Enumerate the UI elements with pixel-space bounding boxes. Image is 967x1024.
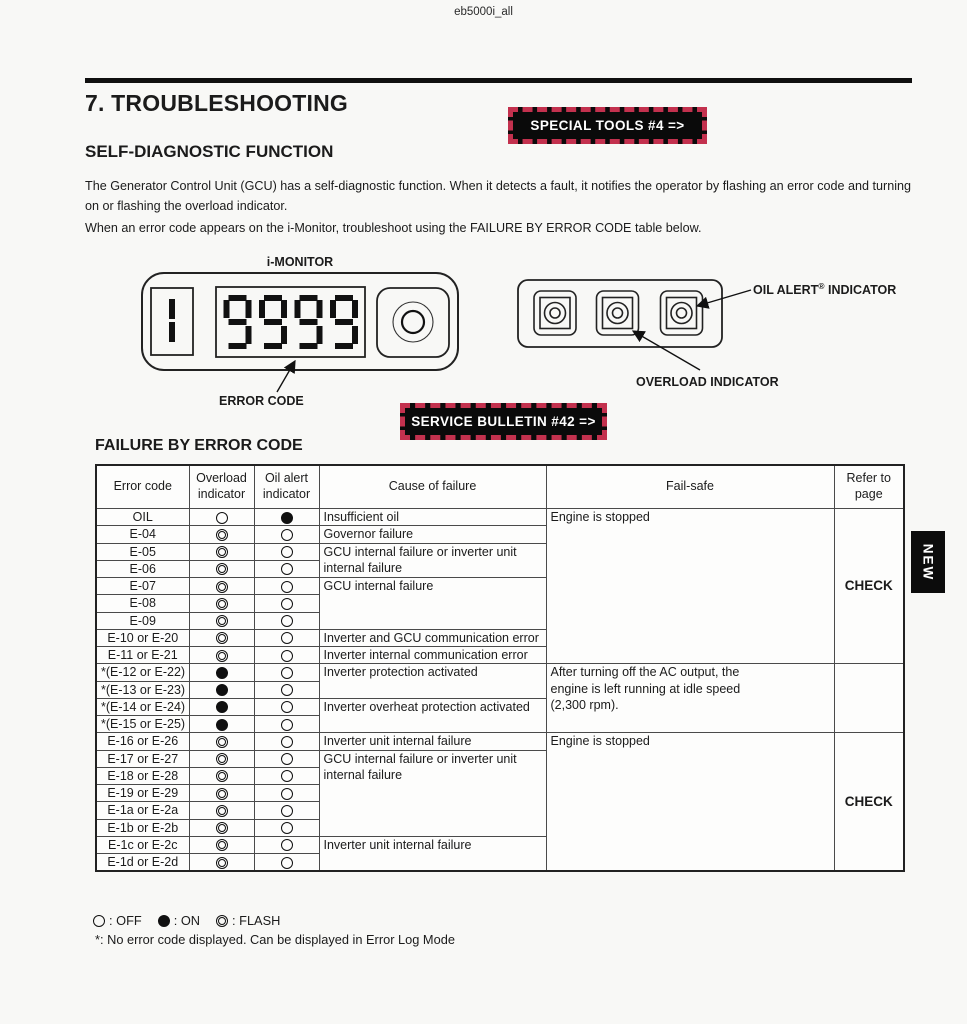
oil-alert-cell	[254, 854, 319, 872]
col-header-oil-alert: Oil alert indicator	[254, 465, 319, 509]
overload-cell	[189, 785, 254, 802]
special-tools-link-stamp[interactable]: SPECIAL TOOLS #4 =>	[508, 107, 707, 144]
legend-on-label: : ON	[173, 913, 201, 928]
oil-alert-cell	[254, 629, 319, 646]
cause-cell: GCU internal failure	[319, 578, 546, 630]
col-header-overload: Overload indicator	[189, 465, 254, 509]
error-code-cell: *(E-14 or E-24)	[96, 698, 189, 715]
failsafe-text: After turning off the AC output, the engine is left running at idle speed (2,300 rpm).	[550, 665, 741, 712]
oil-alert-state-icon	[281, 805, 293, 817]
overload-cell	[189, 664, 254, 681]
cause-cell: Governor failure	[319, 526, 546, 543]
overload-state-icon	[216, 805, 228, 817]
col-header-failsafe: Fail-safe	[546, 465, 834, 509]
legend-item-on	[158, 913, 200, 928]
table-row	[96, 664, 904, 681]
oil-alert-state-icon	[281, 753, 293, 765]
error-code-cell: E-1d or E-2d	[96, 854, 189, 872]
oil-alert-state-icon	[281, 736, 293, 748]
error-code-cell: E-16 or E-26	[96, 733, 189, 750]
oil-alert-cell	[254, 767, 319, 784]
overload-state-icon	[216, 788, 228, 800]
cause-cell: Inverter and GCU communication error	[319, 629, 546, 646]
error-code-cell: E-09	[96, 612, 189, 629]
failsafe-text: Engine is stopped	[550, 510, 650, 524]
overload-cell	[189, 750, 254, 767]
overload-cell	[189, 698, 254, 715]
col-header-error-code: Error code	[96, 465, 189, 509]
overload-cell	[189, 681, 254, 698]
oil-alert-label-text: OIL ALERT	[753, 283, 819, 298]
cause-cell: GCU internal failure or inverter unit internal failure	[319, 543, 546, 578]
failsafe-cell	[546, 733, 834, 872]
oil-alert-cell	[254, 526, 319, 543]
oil-alert-state-icon	[281, 581, 293, 593]
asterisk-footnote: *: No error code displayed. Can be displayed in Error Log Mode	[95, 932, 455, 947]
new-badge	[911, 531, 945, 593]
cause-cell: Insufficient oil	[319, 509, 546, 526]
overload-state-icon	[216, 581, 228, 593]
legend-off-label: : OFF	[109, 913, 142, 928]
section-divider-rule	[85, 78, 912, 83]
overload-cell	[189, 836, 254, 853]
oil-alert-state-icon	[281, 719, 293, 731]
oil-alert-cell	[254, 509, 319, 526]
error-code-cell: E-05	[96, 543, 189, 560]
table-row	[96, 509, 904, 526]
cause-cell: Inverter protection activated	[319, 664, 546, 699]
oil-alert-state-icon	[281, 563, 293, 575]
overload-state-icon	[216, 857, 228, 869]
overload-state-icon	[216, 632, 228, 644]
intro-paragraph-1: The Generator Control Unit (GCU) has a self-diagnostic function. When it detects a fault, it notifies the operator by flashing an error code and turning on or flashing the overload indicator.	[85, 179, 912, 213]
overload-cell	[189, 543, 254, 560]
oil-alert-cell	[254, 716, 319, 733]
overload-state-icon	[216, 615, 228, 627]
intro-paragraph-2: When an error code appears on the i-Monitor, troubleshoot using the FAILURE BY ERROR CODE table below.	[85, 221, 702, 235]
overload-state-icon	[216, 701, 228, 713]
oil-alert-state-icon	[281, 667, 293, 679]
seven-seg-digit-1	[169, 299, 175, 342]
oil-alert-state-icon	[281, 512, 293, 524]
new-badge-label: NEW	[920, 543, 936, 581]
oil-alert-state-icon	[281, 684, 293, 696]
overload-indicator-label: OVERLOAD INDICATOR	[636, 375, 779, 389]
oil-alert-cell	[254, 681, 319, 698]
failure-table-title: FAILURE BY ERROR CODE	[95, 437, 303, 454]
oil-alert-cell	[254, 647, 319, 664]
oil-alert-state-icon	[281, 546, 293, 558]
oil-alert-state-icon	[281, 770, 293, 782]
failsafe-text: Engine is stopped	[550, 734, 650, 749]
oil-alert-cell	[254, 785, 319, 802]
overload-cell	[189, 526, 254, 543]
error-code-cell: E-19 or E-29	[96, 785, 189, 802]
error-code-cell: OIL	[96, 509, 189, 526]
oil-alert-cell	[254, 543, 319, 560]
oil-alert-cell	[254, 733, 319, 750]
overload-cell	[189, 767, 254, 784]
table-row	[96, 733, 904, 750]
off-symbol-icon	[93, 915, 105, 927]
oil-alert-cell	[254, 664, 319, 681]
overload-state-icon	[216, 563, 228, 575]
lamp-panel-drawing	[518, 280, 751, 370]
overload-state-icon	[216, 512, 228, 524]
oil-alert-cell	[254, 595, 319, 612]
section-title: 7. TROUBLESHOOTING	[85, 90, 349, 116]
cause-cell: Inverter unit internal failure	[319, 836, 546, 871]
oil-alert-cell	[254, 750, 319, 767]
overload-state-icon	[216, 650, 228, 662]
overload-cell	[189, 733, 254, 750]
oil-alert-indicator-label	[753, 281, 896, 297]
registered-trademark-symbol: ®	[818, 281, 825, 291]
oil-alert-cell	[254, 578, 319, 595]
overload-cell	[189, 716, 254, 733]
oil-alert-cell	[254, 819, 319, 836]
cause-cell: GCU internal failure or inverter unit internal failure	[319, 750, 546, 836]
overload-cell	[189, 647, 254, 664]
oil-alert-state-icon	[281, 701, 293, 713]
oil-alert-state-icon	[281, 598, 293, 610]
overload-state-icon	[216, 719, 228, 731]
overload-cell	[189, 612, 254, 629]
cause-cell: Inverter internal communication error	[319, 647, 546, 664]
overload-cell	[189, 819, 254, 836]
legend-item-flash	[216, 913, 280, 928]
oil-alert-state-icon	[281, 857, 293, 869]
table-header-row	[96, 465, 904, 509]
oil-alert-cell	[254, 560, 319, 577]
overload-state-icon	[216, 598, 228, 610]
refer-to-page-cell	[834, 664, 904, 733]
document-id: eb5000i_all	[454, 6, 513, 18]
i-monitor-label: i-MONITOR	[266, 255, 334, 269]
overload-state-icon	[216, 546, 228, 558]
legend-item-off	[93, 913, 142, 928]
oil-alert-cell	[254, 836, 319, 853]
overload-cell	[189, 629, 254, 646]
oil-alert-label-suffix: INDICATOR	[824, 283, 897, 298]
overload-cell	[189, 595, 254, 612]
error-code-cell: E-1b or E-2b	[96, 819, 189, 836]
cause-cell: Inverter unit internal failure	[319, 733, 546, 750]
i-monitor-drawing	[142, 273, 458, 392]
error-code-cell: E-18 or E-28	[96, 767, 189, 784]
overload-state-icon	[216, 684, 228, 696]
error-code-cell: E-17 or E-27	[96, 750, 189, 767]
legend-flash-label: : FLASH	[232, 913, 281, 928]
overload-state-icon	[216, 667, 228, 679]
oil-alert-state-icon	[281, 615, 293, 627]
error-code-cell: *(E-15 or E-25)	[96, 716, 189, 733]
flash-symbol-icon	[216, 915, 228, 927]
overload-cell	[189, 578, 254, 595]
error-code-cell: E-07	[96, 578, 189, 595]
overload-cell	[189, 509, 254, 526]
col-header-refer: Refer to page	[834, 465, 904, 509]
failsafe-cell	[546, 509, 834, 664]
oil-alert-cell	[254, 612, 319, 629]
oil-alert-state-icon	[281, 650, 293, 662]
symbol-legend	[93, 913, 280, 928]
on-symbol-icon	[158, 915, 170, 927]
overload-state-icon	[216, 753, 228, 765]
error-code-cell: E-08	[96, 595, 189, 612]
overload-state-icon	[216, 736, 228, 748]
error-code-cell: E-06	[96, 560, 189, 577]
error-code-cell: E-04	[96, 526, 189, 543]
failure-by-error-code-table	[95, 464, 905, 872]
failsafe-cell	[546, 664, 834, 733]
col-header-cause: Cause of failure	[319, 465, 546, 509]
overload-state-icon	[216, 822, 228, 834]
overload-cell	[189, 802, 254, 819]
overload-cell	[189, 854, 254, 872]
oil-alert-cell	[254, 698, 319, 715]
error-code-cell: *(E-13 or E-23)	[96, 681, 189, 698]
error-code-cell: E-10 or E-20	[96, 629, 189, 646]
indicator-diagram	[0, 255, 967, 455]
error-code-cell: E-1a or E-2a	[96, 802, 189, 819]
refer-to-page-cell[interactable]: CHECK	[834, 733, 904, 872]
oil-alert-state-icon	[281, 788, 293, 800]
oil-alert-state-icon	[281, 839, 293, 851]
oil-alert-state-icon	[281, 529, 293, 541]
error-code-label: ERROR CODE	[219, 394, 304, 408]
subsection-title: SELF-DIAGNOSTIC FUNCTION	[85, 142, 334, 161]
error-code-cell: E-11 or E-21	[96, 647, 189, 664]
oil-alert-state-icon	[281, 632, 293, 644]
service-bulletin-link-stamp[interactable]: SERVICE BULLETIN #42 =>	[400, 403, 607, 440]
error-code-cell: E-1c or E-2c	[96, 836, 189, 853]
overload-state-icon	[216, 839, 228, 851]
seven-seg-display-9999	[224, 295, 359, 349]
overload-cell	[189, 560, 254, 577]
cause-cell: Inverter overheat protection activated	[319, 698, 546, 733]
error-code-cell: *(E-12 or E-22)	[96, 664, 189, 681]
oil-alert-state-icon	[281, 822, 293, 834]
overload-state-icon	[216, 770, 228, 782]
oil-alert-cell	[254, 802, 319, 819]
refer-to-page-cell[interactable]: CHECK	[834, 509, 904, 664]
overload-state-icon	[216, 529, 228, 541]
